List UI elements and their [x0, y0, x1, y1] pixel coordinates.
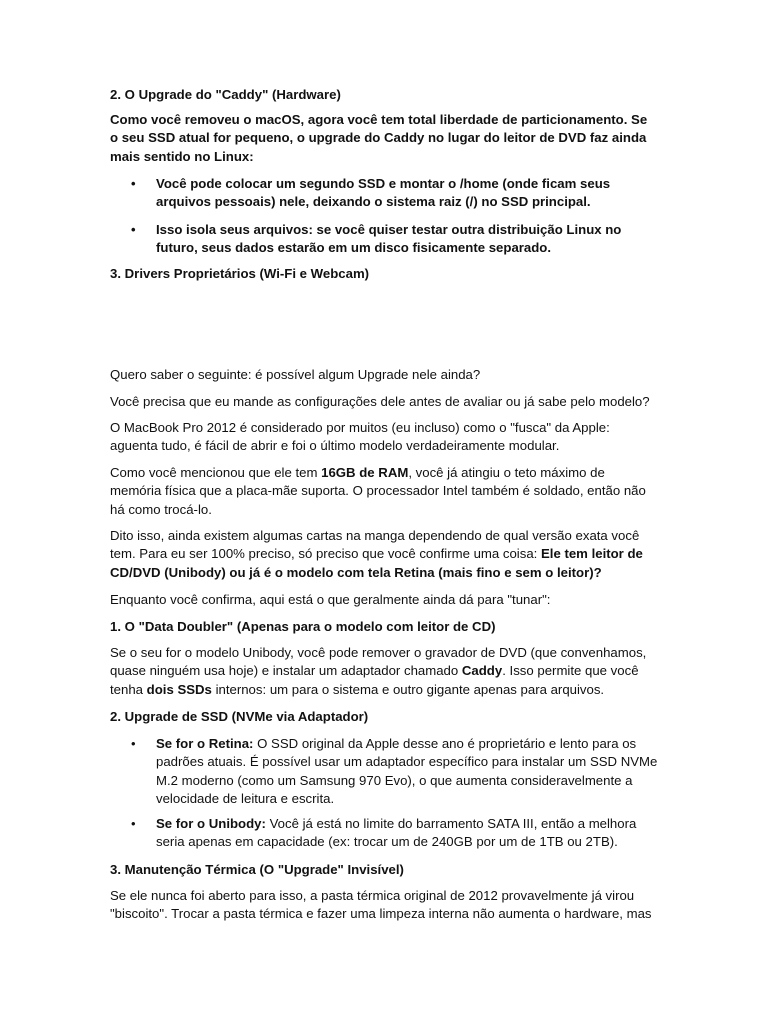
bullet-text: Isso isola seus arquivos: se você quiser testar outra distribuição Linux no futuro, seus dados estarão em um disco fisicamente separado. [156, 222, 622, 256]
doubler-caddy: Caddy [461, 663, 503, 679]
heading-drivers: 3. Drivers Proprietários (Wi-Fi e Webcam) [110, 266, 370, 281]
ram-amount: 16GB de RAM [321, 465, 409, 480]
answer-ram [110, 464, 658, 519]
cards-text: Dito isso, ainda existem algumas cartas na manga dependendo de qual versão exata você tem. Para eu ser 100% preciso, só preciso que você confirme uma coisa: [110, 528, 640, 562]
doubler-text-2: . Isso permite que você tenha [110, 663, 639, 697]
question-2: Você precisa que eu mande as configurações dele antes de avaliar ou já sabe pelo modelo? [110, 394, 650, 409]
cards-question: Ele tem leitor de CD/DVD (Unibody) ou já é o modelo com tela Retina (mais fino e sem o leitor)? [110, 546, 643, 580]
question-1: Quero saber o seguinte: é possível algum Upgrade nele ainda? [110, 367, 481, 382]
doubler-text-1: Se o seu for o modelo Unibody, você pode remover o gravador de DVD (que convenhamos, quase ninguém usa hoje) e instalar um adaptador chamado [110, 645, 647, 679]
heading-data-doubler: 1. O "Data Doubler" (Apenas para o modelo com leitor de CD) [110, 619, 496, 634]
heading-caddy: 2. O Upgrade do "Caddy" (Hardware) [110, 87, 341, 102]
bullet-icon: • [131, 222, 136, 237]
unibody-label: Se for o Unibody: [156, 816, 266, 831]
heading-thermal: 3. Manutenção Térmica (O "Upgrade" Invisível) [110, 862, 404, 877]
ram-text-after: , você já atingiu o teto máximo de memória física que a placa-mãe suporta. O processador Intel também é soldado, então não há como trocá-lo. [110, 465, 646, 517]
data-doubler-text [110, 644, 658, 699]
doubler-two-ssds: dois SSDs [146, 681, 212, 697]
bullet-icon: • [131, 736, 136, 751]
bullet-icon: • [131, 816, 136, 831]
retina-text: O SSD original da Apple desse ano é proprietário e lento para os padrões atuais. É possível usar um adaptador específico para instalar um SSD NVMe M.2 moderno (como um Samsung 970 Evo), o que aumenta consideravelmente a velocidade de leitura e escrita. [156, 736, 658, 807]
bullet-icon: • [131, 176, 136, 191]
bullet-text [156, 815, 658, 852]
thermal-text: Se ele nunca foi aberto para isso, a pasta térmica original de 2012 provavelmente já virou "biscoito". Trocar a pasta térmica e fazer uma limpeza interna não aumenta o hardware, mas [110, 888, 652, 922]
retina-label: Se for o Retina: [156, 736, 254, 751]
doubler-text-3: internos: um para o sistema e outro gigante apenas para arquivos. [211, 681, 605, 697]
answer-tune: Enquanto você confirma, aqui está o que geralmente ainda dá para "tunar": [110, 592, 551, 607]
heading-ssd: 2. Upgrade de SSD (NVMe via Adaptador) [110, 709, 369, 724]
caddy-intro: Como você removeu o macOS, agora você tem total liberdade de particionamento. Se o seu SSD atual for pequeno, o upgrade do Caddy no lugar do leitor de DVD faz ainda mais sentido no Linux: [110, 112, 648, 164]
ram-text-before: Como você mencionou que ele tem [110, 465, 322, 480]
unibody-text: Você já está no limite do barramento SATA III, então a melhora seria apenas em capacidade (ex: trocar um de 240GB por um de 1TB ou 2TB). [156, 816, 637, 850]
answer-cards [110, 527, 658, 582]
bullet-text [156, 735, 658, 809]
bullet-text: Você pode colocar um segundo SSD e montar o /home (onde ficam seus arquivos pessoais) nele, deixando o sistema raiz (/) no SSD principal. [156, 176, 611, 210]
answer-intro: O MacBook Pro 2012 é considerado por muitos (eu incluso) como o "fusca" da Apple: aguenta tudo, é fácil de abrir e foi o último modelo verdadeiramente modular. [110, 420, 610, 454]
